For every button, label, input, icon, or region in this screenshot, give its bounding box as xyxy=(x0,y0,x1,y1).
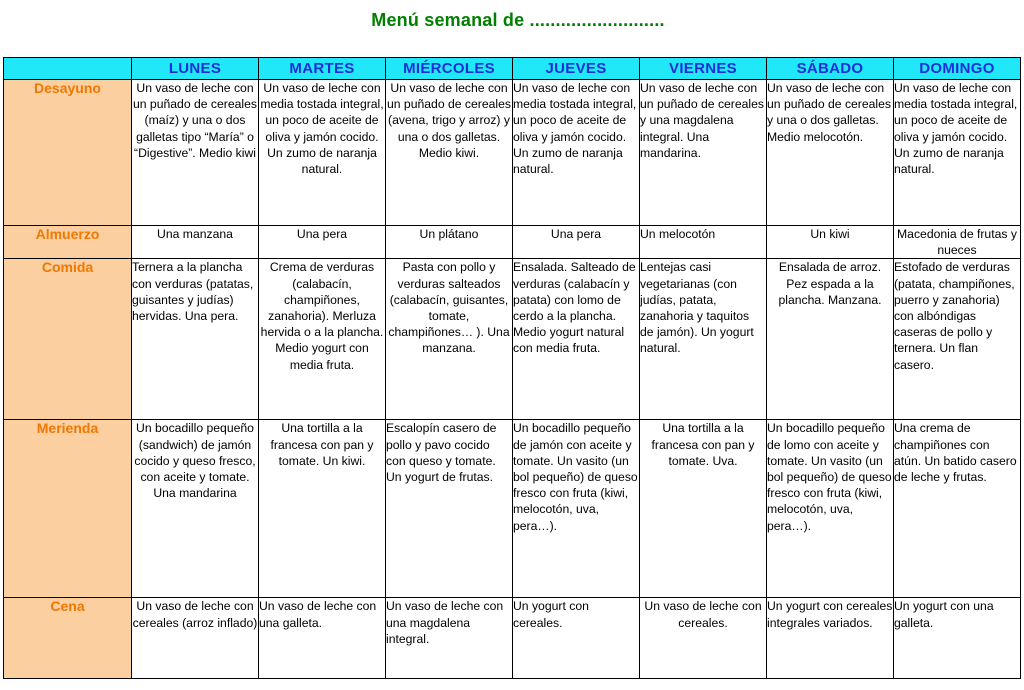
menu-cell: Una tortilla a la francesa con pan y tomate. Un kiwi. xyxy=(259,420,386,598)
meal-row-merienda xyxy=(4,420,1021,598)
menu-cell: Macedonia de frutas y nueces xyxy=(894,226,1021,259)
menu-cell: Un vaso de leche con un puñado de cereales y una o dos galletas. Medio melocotón. xyxy=(767,80,894,226)
meal-label-desayuno: Desayuno xyxy=(4,80,132,226)
menu-cell: Un melocotón xyxy=(640,226,767,259)
meal-row-comida xyxy=(4,259,1021,420)
menu-cell: Escalopín casero de pollo y pavo cocido con queso y tomate. Un yogurt de frutas. xyxy=(386,420,513,598)
day-header-jueves: JUEVES xyxy=(513,58,640,80)
menu-cell: Un yogurt con cereales integrales variados. xyxy=(767,598,894,679)
menu-cell: Estofado de verduras (patata, champiñones, puerro y zanahoria) con albóndigas caseras de pollo y ternera. Un flan casero. xyxy=(894,259,1021,420)
menu-cell: Crema de verduras (calabacín, champiñones, zanahoria). Merluza hervida o a la plancha. Medio yogurt con media fruta. xyxy=(259,259,386,420)
header-corner xyxy=(4,58,132,80)
day-header-row xyxy=(4,58,1021,80)
menu-cell: Un vaso de leche con cereales (arroz inflado) xyxy=(132,598,259,679)
menu-cell: Ensalada. Salteado de verduras (calabacín y patata) con lomo de cerdo a la plancha. Medio yogurt natural con media fruta. xyxy=(513,259,640,420)
menu-cell: Ensalada de arroz. Pez espada a la plancha. Manzana. xyxy=(767,259,894,420)
day-header-miercoles: MIÉRCOLES xyxy=(386,58,513,80)
menu-cell: Un vaso de leche con media tostada integral, un poco de aceite de oliva y jamón cocido. Un zumo de naranja natural. xyxy=(894,80,1021,226)
weekly-menu-table xyxy=(3,57,1021,679)
page-title: Menú semanal de .......................... xyxy=(371,10,665,30)
menu-cell: Un kiwi xyxy=(767,226,894,259)
meal-label-merienda: Merienda xyxy=(4,420,132,598)
menu-cell: Una crema de champiñones con atún. Un batido casero de leche y frutas. xyxy=(894,420,1021,598)
meal-label-cena: Cena xyxy=(4,598,132,679)
menu-cell: Una pera xyxy=(259,226,386,259)
day-header-sabado: SÁBADO xyxy=(767,58,894,80)
menu-cell: Un vaso de leche con una magdalena integral. xyxy=(386,598,513,679)
day-header-viernes: VIERNES xyxy=(640,58,767,80)
meal-row-cena xyxy=(4,598,1021,679)
menu-cell: Un vaso de leche con cereales. xyxy=(640,598,767,679)
menu-cell: Un vaso de leche con una galleta. xyxy=(259,598,386,679)
menu-cell: Un bocadillo pequeño (sandwich) de jamón cocido y queso fresco, con aceite y tomate. Una mandarina xyxy=(132,420,259,598)
menu-cell: Un vaso de leche con media tostada integral, un poco de aceite de oliva y jamón cocido. Un zumo de naranja natural. xyxy=(259,80,386,226)
menu-cell: Un bocadillo pequeño de jamón con aceite y tomate. Un vasito (un bol pequeño) de queso fresco con fruta (kiwi, melocotón, uva, pera…). xyxy=(513,420,640,598)
menu-cell: Ternera a la plancha con verduras (patatas, guisantes y judías) hervidas. Una pera. xyxy=(132,259,259,420)
menu-cell: Un plátano xyxy=(386,226,513,259)
menu-cell: Una pera xyxy=(513,226,640,259)
meal-label-comida: Comida xyxy=(4,259,132,420)
meal-label-almuerzo: Almuerzo xyxy=(4,226,132,259)
menu-cell: Lentejas casi vegetarianas (con judías, patata, zanahoria y taquitos de jamón). Un yogurt natural. xyxy=(640,259,767,420)
menu-cell: Un bocadillo pequeño de lomo con aceite y tomate. Un vasito (un bol pequeño) de queso fresco con fruta (kiwi, melocotón, uva, pera…). xyxy=(767,420,894,598)
day-header-martes: MARTES xyxy=(259,58,386,80)
menu-cell: Una tortilla a la francesa con pan y tomate. Uva. xyxy=(640,420,767,598)
day-header-lunes: LUNES xyxy=(132,58,259,80)
menu-cell: Un vaso de leche con media tostada integral, un poco de aceite de oliva y jamón cocido. Un zumo de naranja natural. xyxy=(513,80,640,226)
menu-cell: Una manzana xyxy=(132,226,259,259)
menu-cell: Un vaso de leche con un puñado de cereales y una magdalena integral. Una mandarina. xyxy=(640,80,767,226)
meal-row-desayuno xyxy=(4,80,1021,226)
menu-cell: Pasta con pollo y verduras salteados (calabacín, guisantes, tomate, champiñones… ). Una manzana. xyxy=(386,259,513,420)
menu-cell: Un yogurt con cereales. xyxy=(513,598,640,679)
menu-cell: Un vaso de leche con un puñado de cereales (maíz) y una o dos galletas tipo “María” o “Digestive”. Medio kiwi xyxy=(132,80,259,226)
menu-cell: Un yogurt con una galleta. xyxy=(894,598,1021,679)
day-header-domingo: DOMINGO xyxy=(894,58,1021,80)
menu-cell: Un vaso de leche con un puñado de cereales (avena, trigo y arroz) y una o dos galletas. Medio kiwi. xyxy=(386,80,513,226)
meal-row-almuerzo xyxy=(4,226,1021,259)
